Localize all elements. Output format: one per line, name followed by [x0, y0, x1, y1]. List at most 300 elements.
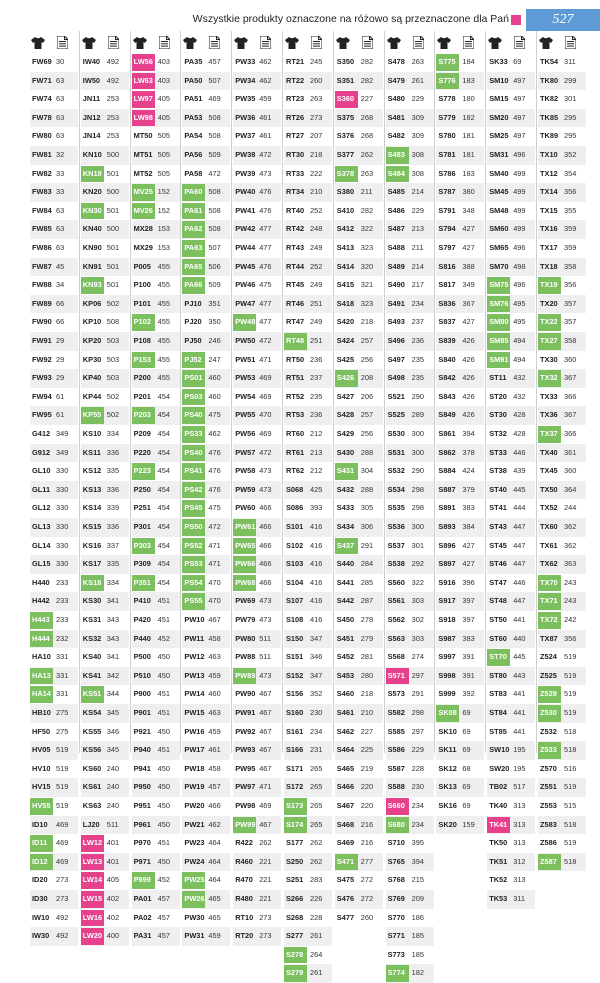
list-item	[538, 388, 586, 407]
list-item	[284, 499, 332, 518]
product-code: R460	[235, 856, 253, 866]
pink-legend-swatch	[511, 15, 521, 25]
page-reference: 426	[462, 373, 475, 383]
tshirt-icon	[183, 36, 197, 48]
page-reference: 440	[513, 633, 526, 643]
list-item	[335, 555, 383, 574]
list-item	[436, 165, 484, 184]
product-code: RT44	[286, 261, 305, 271]
list-item	[30, 481, 78, 500]
list-item	[81, 146, 129, 165]
list-item	[182, 834, 230, 853]
product-code: S174	[284, 817, 307, 834]
page-reference: 505	[157, 150, 170, 159]
page-reference: 380	[462, 187, 475, 197]
product-code: RT43	[286, 243, 305, 252]
product-code: S477	[336, 912, 355, 922]
product-code: S483	[386, 147, 409, 164]
page-reference: 450	[157, 670, 170, 680]
product-code: MT50	[133, 131, 153, 141]
product-code: RT62	[286, 466, 305, 476]
page-reference: 303	[411, 596, 424, 606]
product-code: Z551	[540, 782, 557, 792]
list-item	[487, 425, 535, 444]
product-code: PW44	[235, 243, 256, 252]
list-item	[233, 630, 281, 649]
product-code: S999	[438, 689, 456, 699]
list-item	[335, 220, 383, 239]
product-code: S108	[286, 615, 304, 624]
list-item	[233, 574, 281, 593]
page-reference: 517	[513, 782, 526, 792]
list-item	[335, 667, 383, 686]
page-reference: 252	[310, 205, 323, 215]
list-item	[81, 165, 129, 184]
page-reference: 518	[564, 726, 577, 736]
product-code: PW45	[235, 261, 256, 271]
page-reference: 515	[564, 801, 577, 810]
product-code: P940	[133, 745, 151, 755]
product-code: PW90	[235, 689, 256, 699]
list-item	[386, 183, 434, 202]
page-reference: 236	[310, 410, 323, 420]
product-code: PW46	[235, 280, 256, 290]
list-item	[436, 537, 484, 556]
list-item	[386, 964, 434, 983]
list-item	[182, 927, 230, 946]
product-code: RT53	[286, 410, 305, 420]
list-item	[386, 685, 434, 704]
list-item	[81, 202, 129, 221]
page-reference: 291	[411, 689, 424, 699]
product-code: S536	[387, 522, 405, 531]
list-item	[132, 239, 180, 258]
page-reference: 153	[157, 224, 170, 234]
page-reference: 233	[56, 596, 69, 606]
page-reference: 209	[411, 894, 424, 903]
page-reference: 32	[56, 150, 65, 159]
product-code: S102	[286, 540, 304, 550]
list-item	[386, 592, 434, 611]
page-reference: 475	[259, 280, 272, 290]
list-item	[335, 853, 383, 872]
product-code: S452	[336, 652, 355, 662]
product-code: S104	[286, 577, 304, 587]
page-reference: 492	[106, 75, 120, 85]
page-reference: 519	[56, 763, 69, 773]
list-item	[284, 202, 332, 221]
page-reference: 183	[462, 168, 475, 178]
list-item	[182, 797, 230, 816]
page-reference: 519	[56, 782, 69, 792]
column-divider	[333, 31, 334, 753]
list-item	[81, 667, 129, 686]
list-item	[132, 202, 180, 221]
list-item	[30, 220, 78, 239]
document-icon	[260, 36, 271, 49]
page-reference: 221	[259, 856, 272, 866]
list-item	[487, 592, 535, 611]
list-item	[182, 388, 230, 407]
page-reference: 218	[360, 689, 374, 699]
page-reference: 207	[310, 131, 323, 141]
product-code: SM20	[489, 112, 509, 122]
product-code: PA01	[133, 894, 152, 903]
page-reference: 274	[411, 652, 424, 662]
page-reference: 455	[157, 373, 170, 383]
tshirt-icon	[82, 36, 96, 48]
list-item	[335, 53, 383, 72]
list-item	[335, 127, 383, 146]
list-item	[487, 853, 535, 872]
product-code: S997	[438, 652, 456, 662]
product-code: S151	[286, 652, 304, 662]
list-item	[132, 127, 180, 146]
list-item	[132, 444, 180, 463]
list-item	[233, 183, 281, 202]
page-reference: 330	[56, 559, 69, 569]
list-item	[386, 313, 434, 332]
list-item	[233, 667, 281, 686]
product-code: ST40	[489, 484, 507, 494]
page-reference: 350	[208, 317, 221, 327]
list-item	[81, 760, 129, 779]
list-item	[182, 537, 230, 556]
page-reference: 494	[513, 354, 526, 364]
page-reference: 339	[106, 503, 120, 513]
list-item	[436, 518, 484, 537]
product-code: JN12	[82, 112, 101, 122]
list-item	[233, 146, 281, 165]
list-item	[81, 425, 129, 444]
list-item	[182, 499, 230, 518]
page-reference: 401	[106, 856, 120, 866]
product-code: Z586	[540, 838, 557, 848]
product-code: PW36	[235, 112, 256, 122]
list-item	[30, 648, 78, 667]
product-code: PW15	[184, 708, 205, 717]
product-code: TX70	[538, 575, 561, 592]
product-code: S466	[336, 782, 355, 792]
list-item	[233, 369, 281, 388]
product-code: PS52	[182, 538, 205, 555]
page-reference: 323	[360, 243, 374, 252]
product-code: S896	[438, 540, 456, 550]
product-code: FW80	[32, 131, 52, 141]
product-code: S791	[438, 205, 456, 215]
product-code: S786	[438, 168, 456, 178]
index-column	[436, 31, 484, 829]
page-reference: 464	[208, 838, 221, 848]
product-code: KS10	[82, 429, 102, 438]
list-item	[538, 760, 586, 779]
list-item	[487, 890, 535, 909]
page-reference: 361	[564, 447, 577, 457]
list-item	[436, 72, 484, 91]
page-reference: 401	[106, 838, 120, 848]
page-reference: 69	[462, 726, 471, 736]
list-item	[538, 723, 586, 742]
document-icon	[413, 36, 424, 49]
product-code: SM25	[489, 131, 509, 141]
product-code: PW66	[233, 556, 256, 573]
page-reference: 359	[564, 224, 577, 234]
product-code: S068	[286, 484, 304, 494]
list-item	[132, 685, 180, 704]
column-divider	[231, 31, 232, 753]
list-item	[182, 109, 230, 128]
product-code: PW91	[235, 708, 256, 717]
product-code: PW11	[184, 633, 205, 643]
page-reference: 282	[360, 57, 374, 66]
page-reference: 220	[360, 801, 374, 810]
page-reference: 337	[106, 540, 120, 550]
page-reference: 499	[513, 187, 526, 197]
product-code: KN90	[82, 243, 102, 252]
product-code: SM40	[489, 168, 509, 178]
product-code: S531	[387, 447, 405, 457]
page-reference: 457	[208, 57, 221, 66]
list-item	[81, 239, 129, 258]
page-reference: 228	[411, 763, 424, 773]
list-item	[233, 406, 281, 425]
list-item	[436, 444, 484, 463]
list-item	[81, 741, 129, 760]
column-divider	[130, 31, 131, 753]
page-reference: 473	[259, 670, 272, 680]
list-item	[436, 369, 484, 388]
list-item	[30, 499, 78, 518]
list-item	[538, 183, 586, 202]
product-code: S428	[336, 410, 355, 420]
page-reference: 253	[106, 112, 120, 122]
page-reference: 497	[513, 75, 526, 85]
list-item	[386, 909, 434, 928]
page-reference: 454	[157, 522, 170, 531]
product-code: LW63	[132, 73, 155, 90]
list-item	[132, 388, 180, 407]
list-item	[81, 351, 129, 370]
page-reference: 467	[259, 763, 272, 773]
product-code: S156	[286, 689, 304, 699]
list-item	[182, 313, 230, 332]
list-item	[284, 964, 332, 983]
page-reference: 427	[462, 317, 475, 327]
page-reference: 247	[208, 354, 221, 364]
product-code: S484	[386, 166, 409, 183]
product-code: G412	[32, 429, 51, 438]
product-code: S412	[336, 224, 355, 234]
list-item	[436, 816, 484, 835]
list-item	[30, 165, 78, 184]
product-code: RT20	[235, 931, 254, 941]
product-code: KS60	[82, 763, 102, 773]
product-code: RT40	[286, 205, 305, 215]
product-code: PS54	[182, 575, 205, 592]
page-reference: 69	[513, 57, 522, 66]
list-item	[335, 146, 383, 165]
page-reference: 280	[360, 670, 374, 680]
list-item	[386, 481, 434, 500]
list-item	[233, 258, 281, 277]
page-reference: 359	[564, 243, 577, 252]
page-reference: 323	[360, 298, 374, 308]
list-item	[335, 239, 383, 258]
list-item	[538, 816, 586, 835]
list-item	[386, 946, 434, 965]
page-reference: 335	[106, 466, 120, 476]
product-code: P153	[132, 352, 155, 369]
product-code: S432	[336, 484, 355, 494]
page-reference: 311	[513, 894, 525, 903]
list-item	[386, 760, 434, 779]
list-item	[132, 258, 180, 277]
page-reference: 69	[462, 782, 471, 792]
page-reference: 388	[462, 261, 475, 271]
list-item	[81, 611, 129, 630]
page-reference: 519	[564, 708, 577, 717]
product-code: S489	[387, 261, 405, 271]
page-reference: 450	[157, 819, 170, 829]
product-code: S103	[286, 559, 304, 569]
page-reference: 402	[106, 912, 120, 922]
product-code: PA51	[184, 94, 203, 104]
list-item	[538, 351, 586, 370]
list-item	[182, 890, 230, 909]
product-code: PJ20	[184, 317, 202, 327]
page-reference: 466	[259, 522, 272, 531]
list-item	[538, 741, 586, 760]
list-item	[284, 741, 332, 760]
page-reference: 459	[208, 931, 221, 941]
list-item	[233, 685, 281, 704]
list-item	[436, 723, 484, 742]
list-item	[284, 109, 332, 128]
product-code: FW82	[32, 168, 52, 178]
page-reference: 320	[360, 261, 374, 271]
product-code: HV55	[30, 798, 53, 815]
list-item	[233, 518, 281, 537]
list-item	[233, 220, 281, 239]
page-reference: 439	[513, 466, 526, 476]
list-item	[436, 202, 484, 221]
page-reference: 392	[462, 689, 475, 699]
page-reference: 289	[411, 410, 424, 420]
page-reference: 232	[56, 633, 69, 643]
list-item	[81, 369, 129, 388]
list-item	[30, 667, 78, 686]
product-code: S535	[387, 503, 405, 513]
list-item	[284, 574, 332, 593]
product-code: RT27	[286, 131, 305, 141]
list-item	[436, 592, 484, 611]
page-reference: 467	[259, 819, 272, 829]
tshirt-icon	[133, 36, 147, 48]
product-code: SM45	[489, 187, 509, 197]
product-code: HV15	[32, 782, 51, 792]
product-code: S843	[438, 391, 456, 401]
product-code: TX15	[540, 205, 558, 215]
page-reference: 342	[106, 670, 120, 680]
list-item	[335, 760, 383, 779]
page-reference: 262	[310, 838, 323, 848]
list-item	[132, 462, 180, 481]
page-reference: 499	[513, 205, 526, 215]
list-item	[538, 425, 586, 444]
list-item	[284, 313, 332, 332]
index-column	[335, 31, 383, 922]
document-icon	[159, 36, 170, 49]
page-reference: 454	[157, 503, 170, 513]
list-item	[132, 406, 180, 425]
product-code: PA53	[184, 112, 203, 122]
page-reference: 459	[208, 726, 221, 736]
page-reference: 450	[157, 763, 170, 773]
list-item	[30, 369, 78, 388]
page-reference: 261	[310, 968, 323, 978]
page-reference: 511	[106, 819, 119, 829]
list-item	[81, 723, 129, 742]
product-code: RT33	[286, 168, 305, 178]
product-code: KS31	[82, 615, 102, 624]
product-code: P921	[133, 726, 151, 736]
list-item	[386, 555, 434, 574]
product-code: S884	[438, 466, 456, 476]
list-item	[436, 90, 484, 109]
column-header-icons	[30, 31, 78, 53]
product-code: Z529	[538, 686, 561, 703]
page-reference: 445	[513, 652, 526, 662]
product-code: P100	[133, 280, 151, 290]
tshirt-icon	[336, 36, 350, 48]
page-reference: 290	[411, 391, 424, 401]
product-code: SM60	[489, 224, 509, 234]
index-column	[284, 31, 332, 978]
list-item	[436, 146, 484, 165]
product-code: KN93	[81, 277, 104, 294]
product-code: KS13	[82, 484, 102, 494]
product-code: S768	[387, 875, 405, 885]
product-code: S839	[438, 336, 456, 345]
product-code: LW20	[81, 928, 104, 945]
list-item	[386, 611, 434, 630]
list-item	[386, 816, 434, 835]
tshirt-icon	[437, 36, 451, 48]
list-item	[132, 834, 180, 853]
product-code: KP10	[82, 317, 102, 327]
page-reference: 441	[513, 689, 526, 699]
list-item	[81, 592, 129, 611]
page-reference: 500	[106, 187, 120, 197]
page-reference: 220	[360, 782, 374, 792]
list-item	[284, 444, 332, 463]
product-code: S765	[387, 856, 405, 866]
product-code: S485	[387, 187, 405, 197]
product-code: ST50	[489, 615, 507, 624]
list-item	[284, 369, 332, 388]
product-code: Z553	[540, 801, 557, 810]
tshirt-icon	[31, 36, 45, 48]
list-item	[487, 518, 535, 537]
product-code: FW78	[32, 112, 52, 122]
list-item	[436, 425, 484, 444]
list-item	[284, 90, 332, 109]
product-code: LW98	[132, 110, 155, 127]
product-code: TK54	[540, 57, 559, 66]
product-code: RT47	[286, 317, 305, 327]
page-reference: 240	[106, 782, 120, 792]
page-reference: 229	[411, 745, 424, 755]
